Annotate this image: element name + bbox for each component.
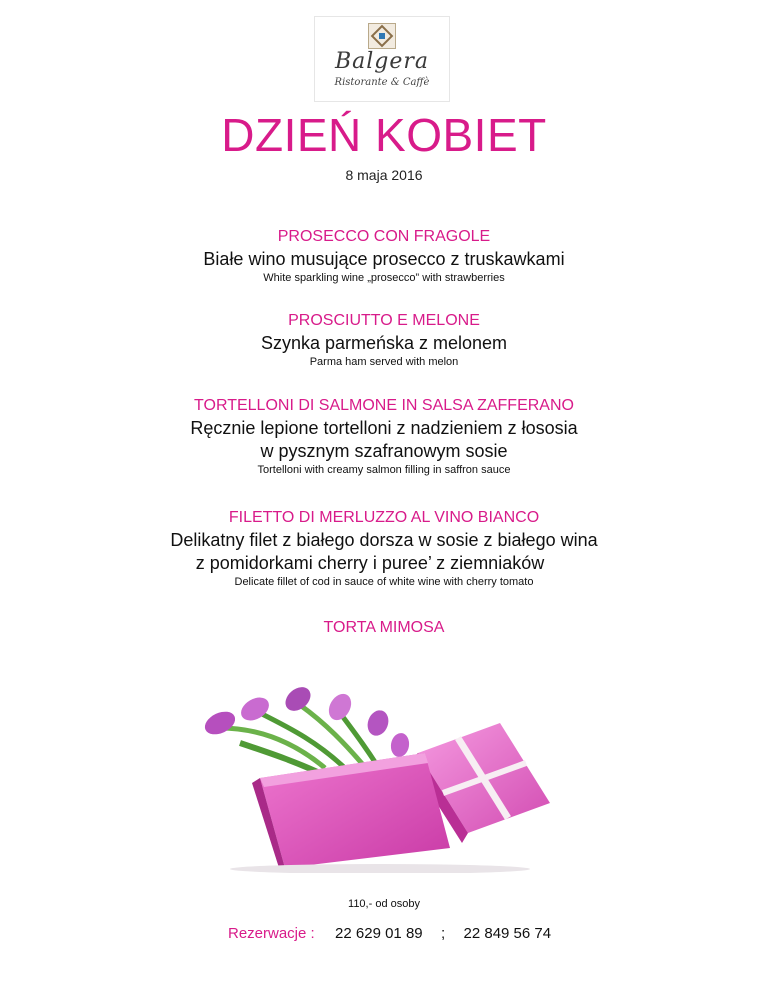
reservation-label: Rezerwacje : bbox=[228, 925, 315, 942]
logo-name: Balgera bbox=[334, 49, 430, 74]
phone-number-1[interactable]: 22 629 01 89 bbox=[335, 925, 423, 942]
course-2-english: Parma ham served with melon bbox=[309, 356, 459, 368]
course-2-polish: Szynka parmeńska z melonem bbox=[260, 333, 508, 353]
logo-emblem-icon bbox=[368, 23, 396, 49]
course-3-italian: TORTELLONI DI SALMONE IN SALSA ZAFFERANO bbox=[194, 397, 574, 414]
course-4-polish-line-2: z pomidorkami cherry i puree’ z ziemniaków bbox=[195, 553, 545, 573]
price-per-person: 110,- od osoby bbox=[348, 898, 420, 910]
course-3-polish-line-2: w pysznym szafranowym sosie bbox=[260, 441, 508, 461]
reservation-line bbox=[228, 925, 551, 942]
course-3-english: Tortelloni with creamy salmon filling in saffron sauce bbox=[257, 464, 511, 476]
course-4-italian: FILETTO DI MERLUZZO AL VINO BIANCO bbox=[228, 509, 540, 526]
event-date: 8 maja 2016 bbox=[345, 167, 423, 183]
course-2-italian: PROSCIUTTO E MELONE bbox=[288, 312, 480, 329]
course-1-polish: Białe wino musujące prosecco z truskawkami bbox=[203, 249, 565, 269]
phone-separator: ; bbox=[440, 925, 446, 942]
logo-subtitle: Ristorante & Caffè bbox=[334, 77, 430, 88]
gift-box-tulips-image bbox=[200, 683, 580, 873]
dessert-italian: TORTA MIMOSA bbox=[323, 619, 445, 636]
restaurant-logo bbox=[314, 16, 450, 102]
course-1-english: White sparkling wine „prosecco” with strawberries bbox=[263, 272, 505, 284]
course-4-polish-line-1: Delikatny filet z białego dorsza w sosie z białego wina bbox=[170, 530, 598, 550]
course-4-english: Delicate fillet of cod in sauce of white wine with cherry tomato bbox=[234, 576, 534, 588]
course-3-polish-line-1: Ręcznie lepione tortelloni z nadzieniem z łososia bbox=[190, 418, 578, 438]
page-title: DZIEŃ KOBIET bbox=[221, 109, 547, 161]
course-1-italian: PROSECCO CON FRAGOLE bbox=[277, 228, 491, 245]
phone-number-2[interactable]: 22 849 56 74 bbox=[463, 925, 552, 942]
